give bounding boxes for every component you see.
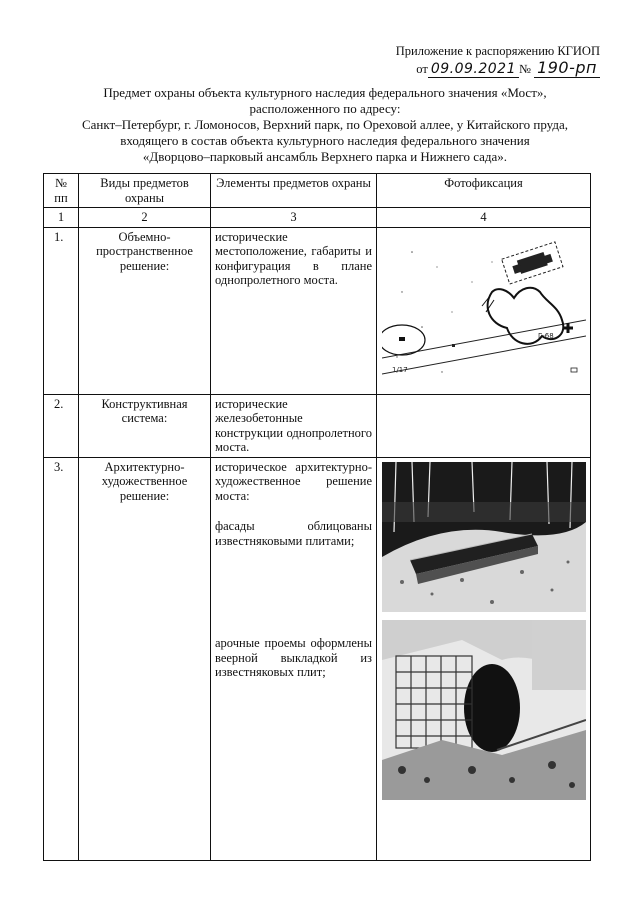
appendix-reference (340, 44, 600, 77)
photo-cell (377, 227, 591, 394)
title-line-3: Санкт–Петербург, г. Ломоносов, Верхний парк, по Ореховой аллее, у Китайского пруда, (81, 117, 569, 132)
appendix-from: от (416, 62, 428, 76)
site-plan-map (382, 232, 586, 387)
header-kind: Виды предметов охраны (79, 174, 211, 208)
protection-table (43, 173, 591, 861)
header-elements: Элементы предметов охраны (211, 174, 377, 208)
row-elements: исторические железобетонные конструкции однопролетного моста. (211, 394, 377, 457)
map-label: Г-68 (537, 331, 554, 340)
row-elements (211, 457, 377, 860)
table-row (44, 457, 591, 860)
element-text: фасады облицованы известняковыми плитами; (215, 519, 372, 548)
row-kind: Конструктивная система: (79, 394, 211, 457)
map-label: 1/17 (391, 365, 408, 374)
document-title (60, 85, 590, 165)
index-cell: 4 (377, 208, 591, 228)
title-line-5: «Дворцово–парковый ансамбль Верхнего парка и Нижнего сада». (142, 149, 508, 164)
appendix-date-line (416, 60, 600, 77)
appendix-number: 190-рп (534, 58, 600, 78)
row-number: 1. (44, 227, 79, 394)
row-kind: Объемно-пространственное решение: (79, 227, 211, 394)
photo-cell-empty (377, 394, 591, 457)
header-num: № пп (44, 174, 79, 208)
title-line-2: расположенного по адресу: (249, 101, 401, 116)
table-index-row (44, 208, 591, 228)
index-cell: 3 (211, 208, 377, 228)
element-text: историческое архитектурно-художественное решение моста: (215, 459, 372, 503)
appendix-number-sign: № (519, 62, 531, 76)
table-row (44, 394, 591, 457)
row-number: 2. (44, 394, 79, 457)
photo-cell (377, 457, 591, 860)
row-number: 3. (44, 457, 79, 860)
table-header-row (44, 174, 591, 208)
table-row (44, 227, 591, 394)
appendix-date: 09.09.2021 (428, 61, 519, 78)
index-cell: 2 (79, 208, 211, 228)
row-elements: исторические местоположение, габариты и конфигурация в плане однопролетного моста. (211, 227, 377, 394)
title-line-4: входящего в состав объекта культурного наследия федерального значения (120, 133, 530, 148)
element-text: арочные проемы оформлены веерной выкладкой из известняковых плит; (215, 636, 372, 679)
row-kind: Архитектурно-художественное решение: (79, 457, 211, 860)
index-cell: 1 (44, 208, 79, 228)
bridge-facade-photo (382, 462, 586, 612)
header-photo: Фотофиксация (377, 174, 591, 208)
appendix-line: Приложение к распоряжению КГИОП (395, 44, 600, 58)
bridge-arch-photo (382, 620, 586, 800)
title-line-1: Предмет охраны объекта культурного наследия федерального значения «Мост», (103, 85, 547, 100)
